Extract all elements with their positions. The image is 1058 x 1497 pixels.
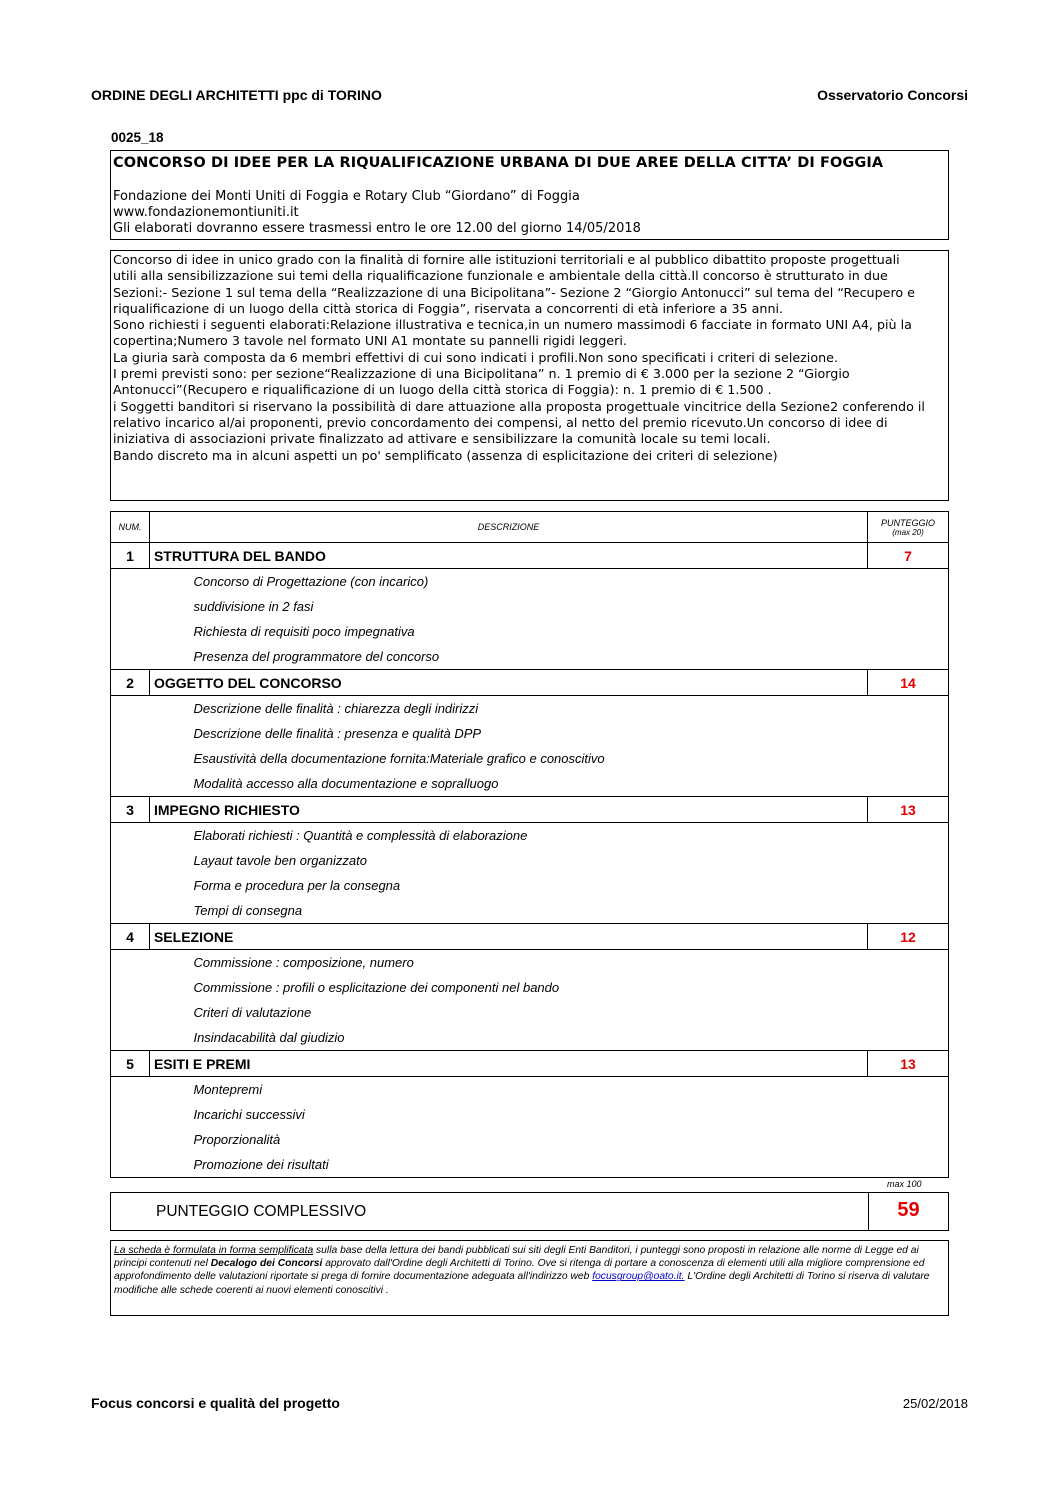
description-line: Bando discreto ma in alcuni aspetti un po' semplificato (assenza di esplicitazione dei criteri di selezione): [113, 447, 778, 463]
disclaimer-body-1: sulla base della lettura dei bandi pubblicati sui siti degli Enti Banditori, i punteggi sono proposti in relazione alle norme di Legge ed ai principi contenuti nel: [114, 1245, 919, 1270]
section-number: 4: [111, 924, 150, 950]
description-line: relativo incarico al/ai proponenti, previo concordamento dei compensi, al netto del premio ricevuto.Un concorso di idee di: [113, 414, 888, 430]
section-number: 1: [111, 543, 150, 569]
disclaimer-body-2: approvato dall'Ordine degli Architetti di Torino. Ove si ritenga di portare a conoscenza di elementi utili alla migliore comprensione ed approfondimento delle valutazioni riportate si prega di fornire documentazione adeguata all'indirizzo web: [114, 1258, 925, 1283]
criterion-label: Commissione : composizione, numero: [193, 955, 414, 970]
criterion-score-cell: [868, 569, 949, 595]
description-line: utili alla sensibilizzazione sui temi della riqualificazione funzionale e ambientale della città.Il concorso è strutturato in due: [113, 268, 888, 284]
competition-title: CONCORSO DI IDEE PER LA RIQUALIFICAZIONE URBANA DI DUE AREE DELLA CITTA’ DI FOGGIA: [113, 155, 884, 171]
criterion-num-cell: [111, 975, 150, 1000]
criterion-score-cell: [868, 848, 949, 873]
document-code: 0025_18: [111, 130, 164, 145]
disclaimer-text: [114, 1244, 944, 1297]
section-score: 7: [868, 543, 949, 569]
criterion-row: [111, 873, 949, 898]
criterion-score-cell: [868, 771, 949, 797]
criterion-num-cell: [111, 823, 150, 849]
description-line: riqualificazione di un luogo della città storica di Foggia”, riservata a concorrenti di età inferiore a 35 anni.: [113, 300, 784, 316]
criterion-label: Layaut tavole ben organizzato: [193, 853, 367, 868]
criterion-row: [111, 898, 949, 924]
criterion-row: [111, 721, 949, 746]
section-title: IMPEGNO RICHIESTO: [149, 797, 867, 823]
competition-header-box: [110, 150, 949, 240]
criterion-num-cell: [111, 696, 150, 722]
criterion-score-cell: [868, 898, 949, 924]
criterion-row: [111, 823, 949, 849]
criterion-label: Presenza del programmatore del concorso: [193, 649, 440, 664]
criterion-score-cell: [868, 1102, 949, 1127]
evaluation-table: [110, 511, 949, 1178]
criterion-score-cell: [868, 721, 949, 746]
section-number: 5: [111, 1051, 150, 1077]
criterion-label: Promozione dei risultati: [149, 1152, 867, 1178]
section-row: [111, 670, 949, 696]
section-row: [111, 1051, 949, 1077]
criterion-row: [111, 771, 949, 797]
total-score-box: [110, 1192, 949, 1231]
table-header-row: [111, 512, 949, 543]
criterion-num-cell: [111, 746, 150, 771]
score-header-max: (max 20): [892, 527, 924, 537]
section-title: ESITI E PREMI: [149, 1051, 867, 1077]
criterion-num-cell: [111, 1102, 150, 1127]
criterion-row: [111, 950, 949, 976]
competition-deadline: Gli elaborati dovranno essere trasmessi entro le ore 12.00 del giorno 14/05/2018: [113, 221, 641, 236]
header-observatory: Osservatorio Concorsi: [817, 87, 968, 103]
criterion-label: suddivisione in 2 fasi: [193, 599, 314, 614]
criterion-score-cell: [868, 1152, 949, 1178]
description-line: i Soggetti banditori si riservano la possibilità di dare attuazione alla proposta progettuale vincitrice della Sezione2 conferendo il: [113, 398, 925, 414]
criterion-row: [111, 746, 949, 771]
criterion-label: Descrizione delle finalità : presenza e qualità DPP: [193, 726, 482, 741]
max-total-label: max 100: [887, 1179, 922, 1189]
criterion-num-cell: [111, 569, 150, 595]
criterion-row: [111, 1102, 949, 1127]
criterion-score-cell: [868, 696, 949, 722]
column-header-score: [868, 512, 949, 543]
criterion-label: Esaustività della documentazione fornita:Materiale grafico e conoscitivo: [193, 751, 605, 766]
criterion-num-cell: [111, 873, 150, 898]
criterion-num-cell: [111, 898, 150, 924]
footer-date: 25/02/2018: [902, 1396, 968, 1411]
criterion-score-cell: [868, 1025, 949, 1051]
criterion-label: Richiesta di requisiti poco impegnativa: [193, 624, 415, 639]
section-score: 12: [868, 924, 949, 950]
criterion-num-cell: [111, 721, 150, 746]
header-organization: ORDINE DEGLI ARCHITETTI ppc di TORINO: [91, 87, 382, 103]
competition-website: www.fondazionemontiuniti.it: [113, 205, 299, 220]
criterion-label: Proporzionalità: [193, 1132, 281, 1147]
description-line: Sezioni:- Sezione 1 sul tema della “Realizzazione di una Bicipolitana”- Sezione 2 “Giorgio Antonucci” sul tema del “Recupero e: [113, 284, 915, 300]
disclaimer-body-3: L'Ordine degli Architetti di Torino si riserva di valutare modifiche alle schede coerenti ai nuovi elementi conoscitivi .: [114, 1271, 930, 1296]
decalogo-reference: Decalogo dei Concorsi: [210, 1258, 323, 1270]
description-box: [110, 250, 949, 501]
criterion-num-cell: [111, 1127, 150, 1152]
criterion-label: Concorso di Progettazione (con incarico): [193, 574, 429, 589]
criterion-score-cell: [868, 975, 949, 1000]
description-line: Concorso di idee in unico grado con la finalità di fornire alle istituzioni territoriali e al pubblico dibattito proposte progettuali: [113, 252, 900, 267]
criterion-num-cell: [111, 848, 150, 873]
criterion-label: Montepremi: [193, 1082, 263, 1097]
section-row: [111, 543, 949, 569]
criterion-label: Tempi di consegna: [193, 903, 303, 918]
criterion-row: [111, 1000, 949, 1025]
criterion-label: Descrizione delle finalità : chiarezza degli indirizzi: [193, 701, 479, 716]
criterion-num-cell: [111, 1152, 150, 1178]
criterion-label: Commissione : profili o esplicitazione dei componenti nel bando: [193, 980, 560, 995]
section-row: [111, 797, 949, 823]
criterion-row: [111, 696, 949, 722]
total-score-label: PUNTEGGIO COMPLESSIVO: [156, 1203, 367, 1220]
disclaimer-lead: La scheda è formulata in forma semplificata: [114, 1245, 314, 1256]
description-line: Sono richiesti i seguenti elaborati:Relazione illustrativa e tecnica,in un numero massimodi 6 facciate in formato UNI A4, più la: [113, 317, 912, 333]
criterion-row: [111, 1127, 949, 1152]
criterion-label: Forma e procedura per la consegna: [193, 878, 401, 893]
criterion-row: [111, 1077, 949, 1103]
criterion-row: [111, 848, 949, 873]
disclaimer-box: [110, 1240, 949, 1316]
criterion-num-cell: [111, 1077, 150, 1103]
criterion-label: Incarichi successivi: [193, 1107, 305, 1122]
criterion-score-cell: [868, 1000, 949, 1025]
section-score: 14: [868, 670, 949, 696]
section-title: STRUTTURA DEL BANDO: [149, 543, 867, 569]
criterion-score-cell: [868, 950, 949, 976]
score-header-label: PUNTEGGIO: [881, 517, 936, 528]
description-text: [113, 252, 925, 464]
criterion-score-cell: [868, 644, 949, 670]
section-row: [111, 924, 949, 950]
description-line: I premi previsti sono: per sezione“Realizzazione di una Bicipolitana” n. 1 premio di € 3.000 per la sezione 2 “Giorgio: [113, 366, 850, 382]
footer-title: Focus concorsi e qualità del progetto: [91, 1395, 340, 1411]
criterion-label: Criteri di valutazione: [193, 1005, 312, 1020]
description-line: Antonucci”(Recupero e riqualificazione di un luogo della città storica di Foggia): n. 1 premio di € 1.500 .: [113, 382, 772, 398]
section-score: 13: [868, 1051, 949, 1077]
section-title: OGGETTO DEL CONCORSO: [149, 670, 867, 696]
competition-organizer: Fondazione dei Monti Uniti di Foggia e Rotary Club “Giordano” di Foggia: [113, 189, 580, 204]
total-score-value: 59: [897, 1199, 920, 1221]
criterion-row: [111, 569, 949, 595]
criterion-label: Elaborati richiesti : Quantità e complessità di elaborazione: [193, 828, 528, 843]
criterion-row: [111, 644, 949, 670]
criterion-num-cell: [111, 594, 150, 619]
criterion-row: [111, 1025, 949, 1051]
criterion-score-cell: [868, 823, 949, 849]
criterion-score-cell: [868, 1127, 949, 1152]
criterion-num-cell: [111, 771, 150, 797]
criterion-score-cell: [868, 619, 949, 644]
criterion-score-cell: [868, 746, 949, 771]
criterion-label: Insindacabilità dal giudizio: [193, 1030, 345, 1045]
description-line: La giuria sarà composta da 6 membri effettivi di cui sono indicati i profili.Non sono specificati i criteri di selezione.: [113, 349, 838, 365]
description-line: copertina;Numero 3 tavole nel formato UNI A1 montate su pannelli rigidi leggeri.: [113, 333, 627, 349]
criterion-score-cell: [868, 1077, 949, 1103]
criterion-row: [111, 619, 949, 644]
section-number: 2: [111, 670, 150, 696]
criterion-row: [111, 594, 949, 619]
column-header-description: DESCRIZIONE: [149, 512, 867, 543]
description-line: iniziativa di associazioni private finalizzato ad attivare e sensibilizzare la comunità locale su temi locali.: [113, 431, 771, 447]
criterion-num-cell: [111, 619, 150, 644]
criterion-num-cell: [111, 644, 150, 670]
section-title: SELEZIONE: [149, 924, 867, 950]
email-link[interactable]: focusgroup@oato.it.: [592, 1271, 685, 1283]
criterion-score-cell: [868, 873, 949, 898]
criterion-score-cell: [868, 594, 949, 619]
criterion-num-cell: [111, 1025, 150, 1051]
criterion-num-cell: [111, 1000, 150, 1025]
criterion-row: [111, 975, 949, 1000]
section-number: 3: [111, 797, 150, 823]
criterion-num-cell: [111, 950, 150, 976]
section-score: 13: [868, 797, 949, 823]
criterion-row: [111, 1152, 949, 1178]
column-header-num: NUM.: [111, 512, 150, 543]
criterion-label: Modalità accesso alla documentazione e sopralluogo: [193, 776, 499, 791]
